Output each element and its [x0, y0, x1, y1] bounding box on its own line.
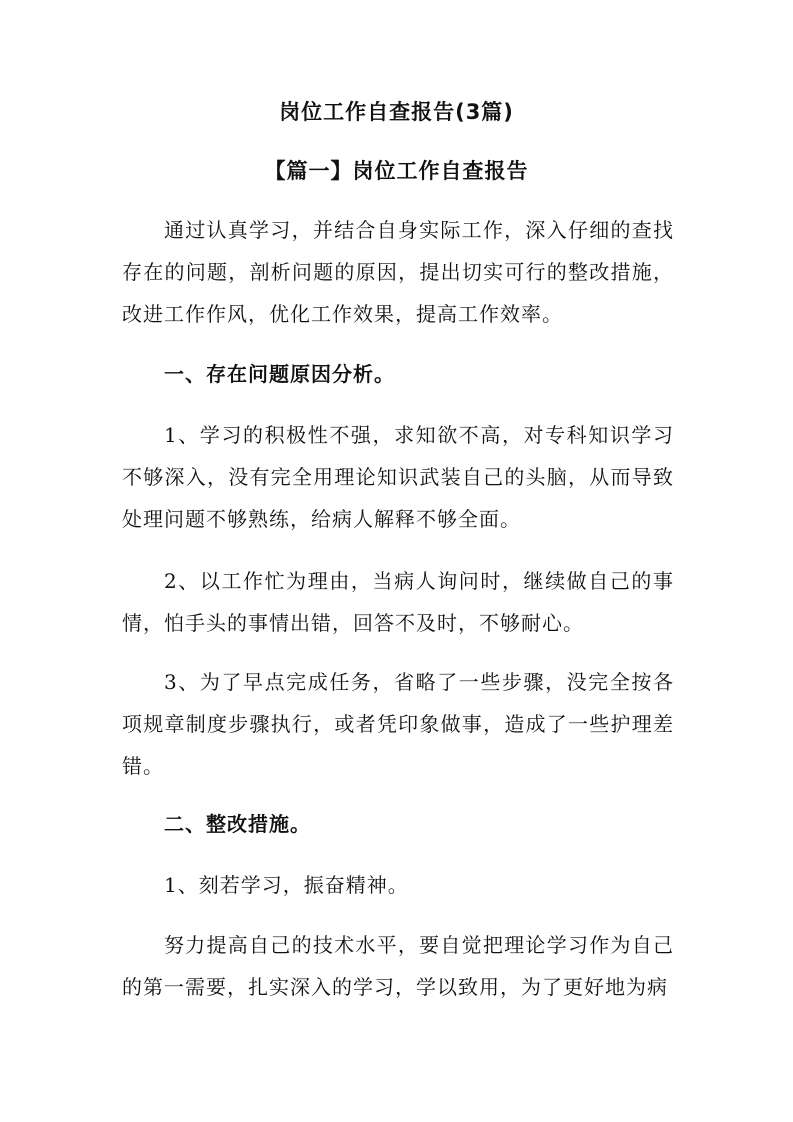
section2-item-1: 1、刻若学习，振奋精神。 — [164, 873, 409, 897]
section2-heading: 二、整改措施。 — [164, 812, 311, 836]
section1-item-3: 3、为了早点完成任务，省略了一些步骤，没完全按各项规章制度步骤执行，或者凭印象做事，造成了一些护理差错。 — [122, 670, 674, 778]
section2-item-1-body: 努力提高自己的技术水平，要自觉把理论学习作为自己的第一需要，扎实深入的学习，学以致用，为了更好地为病 — [122, 933, 674, 999]
document-title: 岗位工作自查报告(3篇) — [279, 100, 514, 124]
document-subtitle: 【篇一】岗位工作自查报告 — [264, 159, 529, 183]
section1-item-2: 2、以工作忙为理由，当病人询问时，继续做自己的事情，怕手头的事情出错，回答不及时，不够耐心。 — [122, 569, 674, 635]
section1-item-1: 1、学习的积极性不强，求知欲不高，对专科知识学习不够深入，没有完全用理论知识武装自己的头脑，从而导致处理问题不够熟练，给病人解释不够全面。 — [122, 423, 674, 531]
intro-paragraph: 通过认真学习，并结合自身实际工作，深入仔细的查找存在的问题，剖析问题的原因，提出切实可行的整改措施，改进工作作风，优化工作效果，提高工作效率。 — [122, 218, 674, 326]
section1-heading: 一、存在问题原因分析。 — [164, 362, 395, 386]
